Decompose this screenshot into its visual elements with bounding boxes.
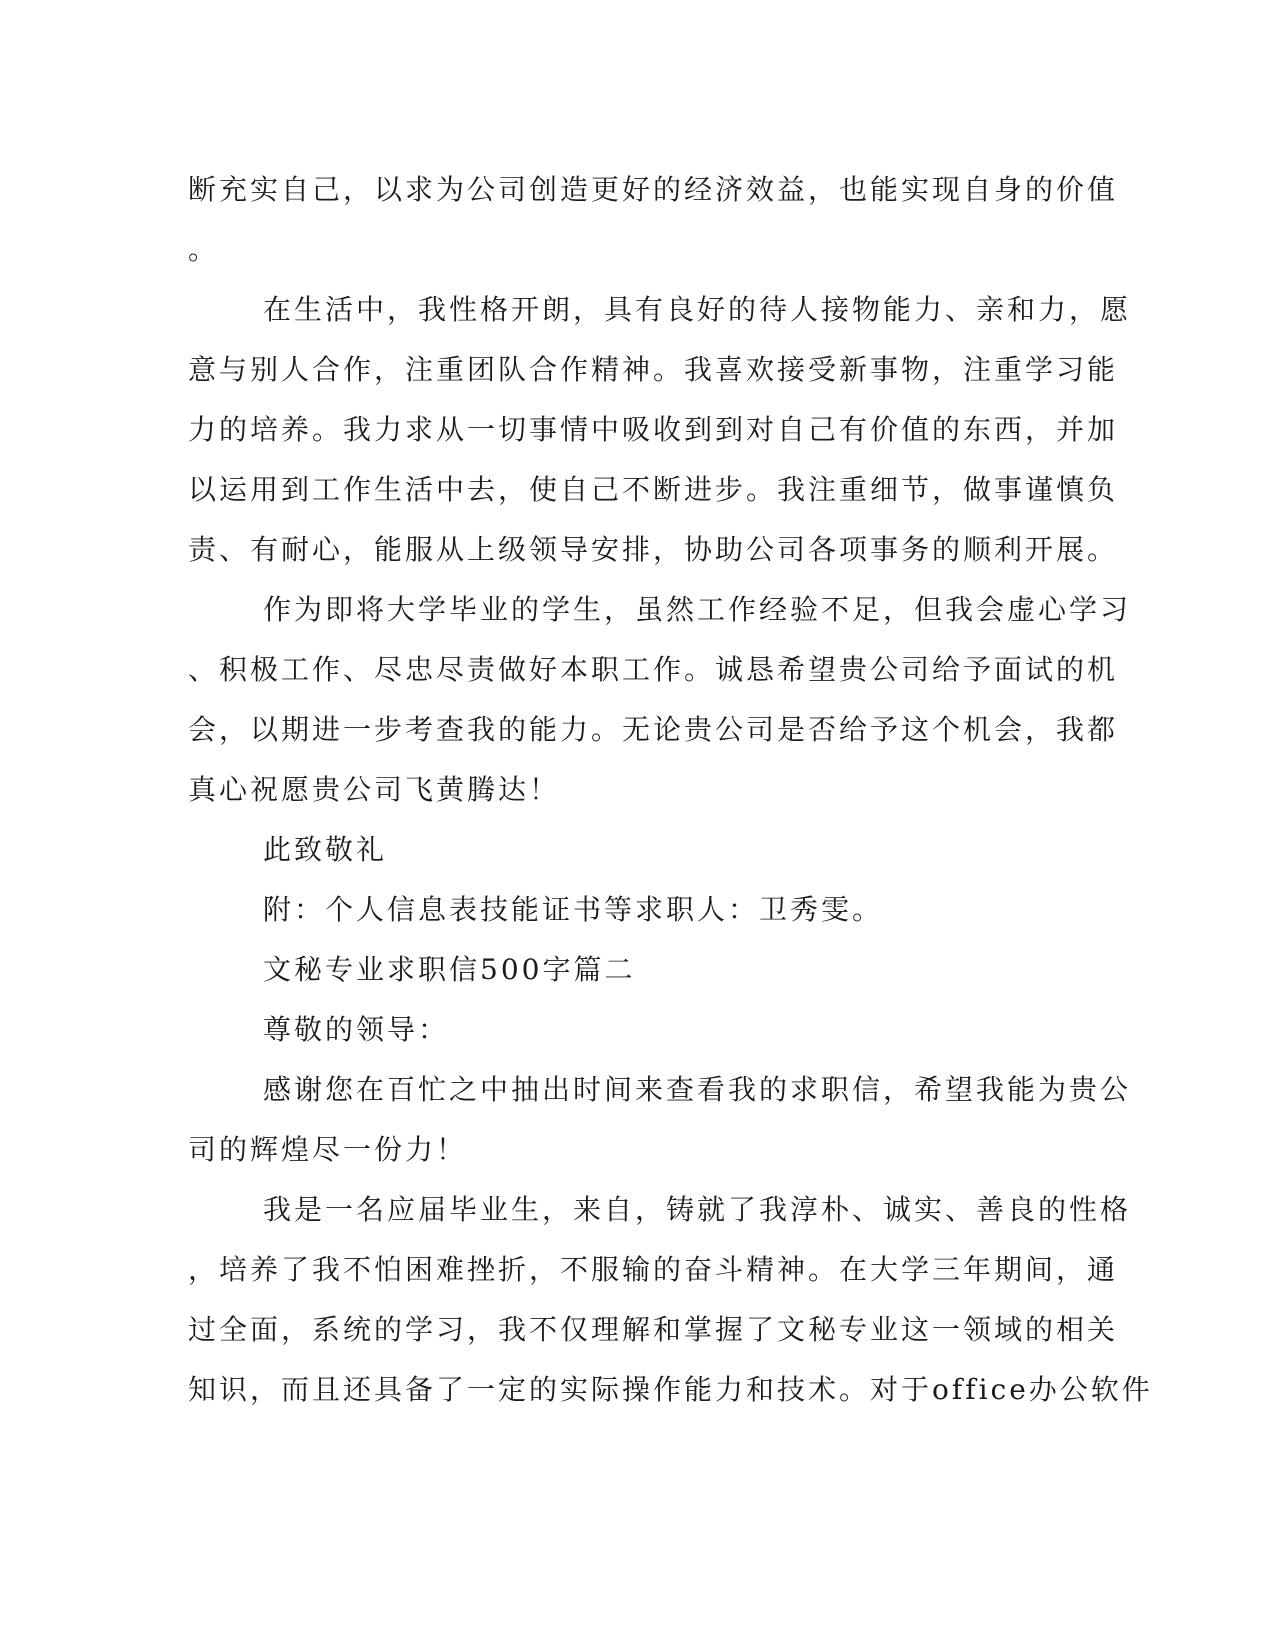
text-line: 以运用到工作生活中去，使自己不断进步。我注重细节，做事谨慎负 (188, 473, 1119, 506)
text-line: 力的培养。我力求从一切事情中吸收到到对自己有价值的东西，并加 (188, 413, 1119, 446)
attachment-note: 附：个人信息表技能证书等求职人：卫秀雯。 (263, 893, 884, 926)
paragraph-first-line: 我是一名应届毕业生，来自，铸就了我淳朴、诚实、善良的性格 (263, 1193, 1132, 1226)
text-line: 会，以期进一步考查我的能力。无论贵公司是否给予这个机会，我都 (188, 713, 1119, 746)
text-line: 断充实自己，以求为公司创造更好的经济效益，也能实现自身的价值 (188, 173, 1119, 206)
text-line: 意与别人合作，注重团队合作精神。我喜欢接受新事物，注重学习能 (188, 353, 1119, 386)
text-line: 知识，而且还具备了一定的实际操作能力和技术。对于office办公软件 (188, 1373, 1153, 1406)
text-line: 责、有耐心，能服从上级领导安排，协助公司各项事务的顺利开展。 (188, 533, 1119, 566)
paragraph-first-line: 在生活中，我性格开朗，具有良好的待人接物能力、亲和力，愿 (263, 293, 1132, 326)
document-body (188, 160, 1153, 1420)
text-line: 司的辉煌尽一份力！ (188, 1133, 468, 1166)
section-title: 文秘专业求职信500字篇二 (263, 953, 636, 986)
text-line: 真心祝愿贵公司飞黄腾达！ (188, 773, 561, 806)
closing-salutation: 此致敬礼 (263, 833, 388, 866)
greeting: 尊敬的领导： (263, 1013, 450, 1046)
text-line: 过全面，系统的学习，我不仅理解和掌握了文秘专业这一领域的相关 (188, 1313, 1119, 1346)
text-line: 。 (188, 233, 220, 266)
text-line: 、积极工作、尽忠尽责做好本职工作。诚恳希望贵公司给予面试的机 (188, 653, 1119, 686)
text-line: ，培养了我不怕困难挫折，不服输的奋斗精神。在大学三年期间，通 (188, 1253, 1119, 1286)
paragraph-first-line: 作为即将大学毕业的学生，虽然工作经验不足，但我会虚心学习 (263, 593, 1132, 626)
paragraph-first-line: 感谢您在百忙之中抽出时间来查看我的求职信，希望我能为贵公 (263, 1073, 1132, 1106)
